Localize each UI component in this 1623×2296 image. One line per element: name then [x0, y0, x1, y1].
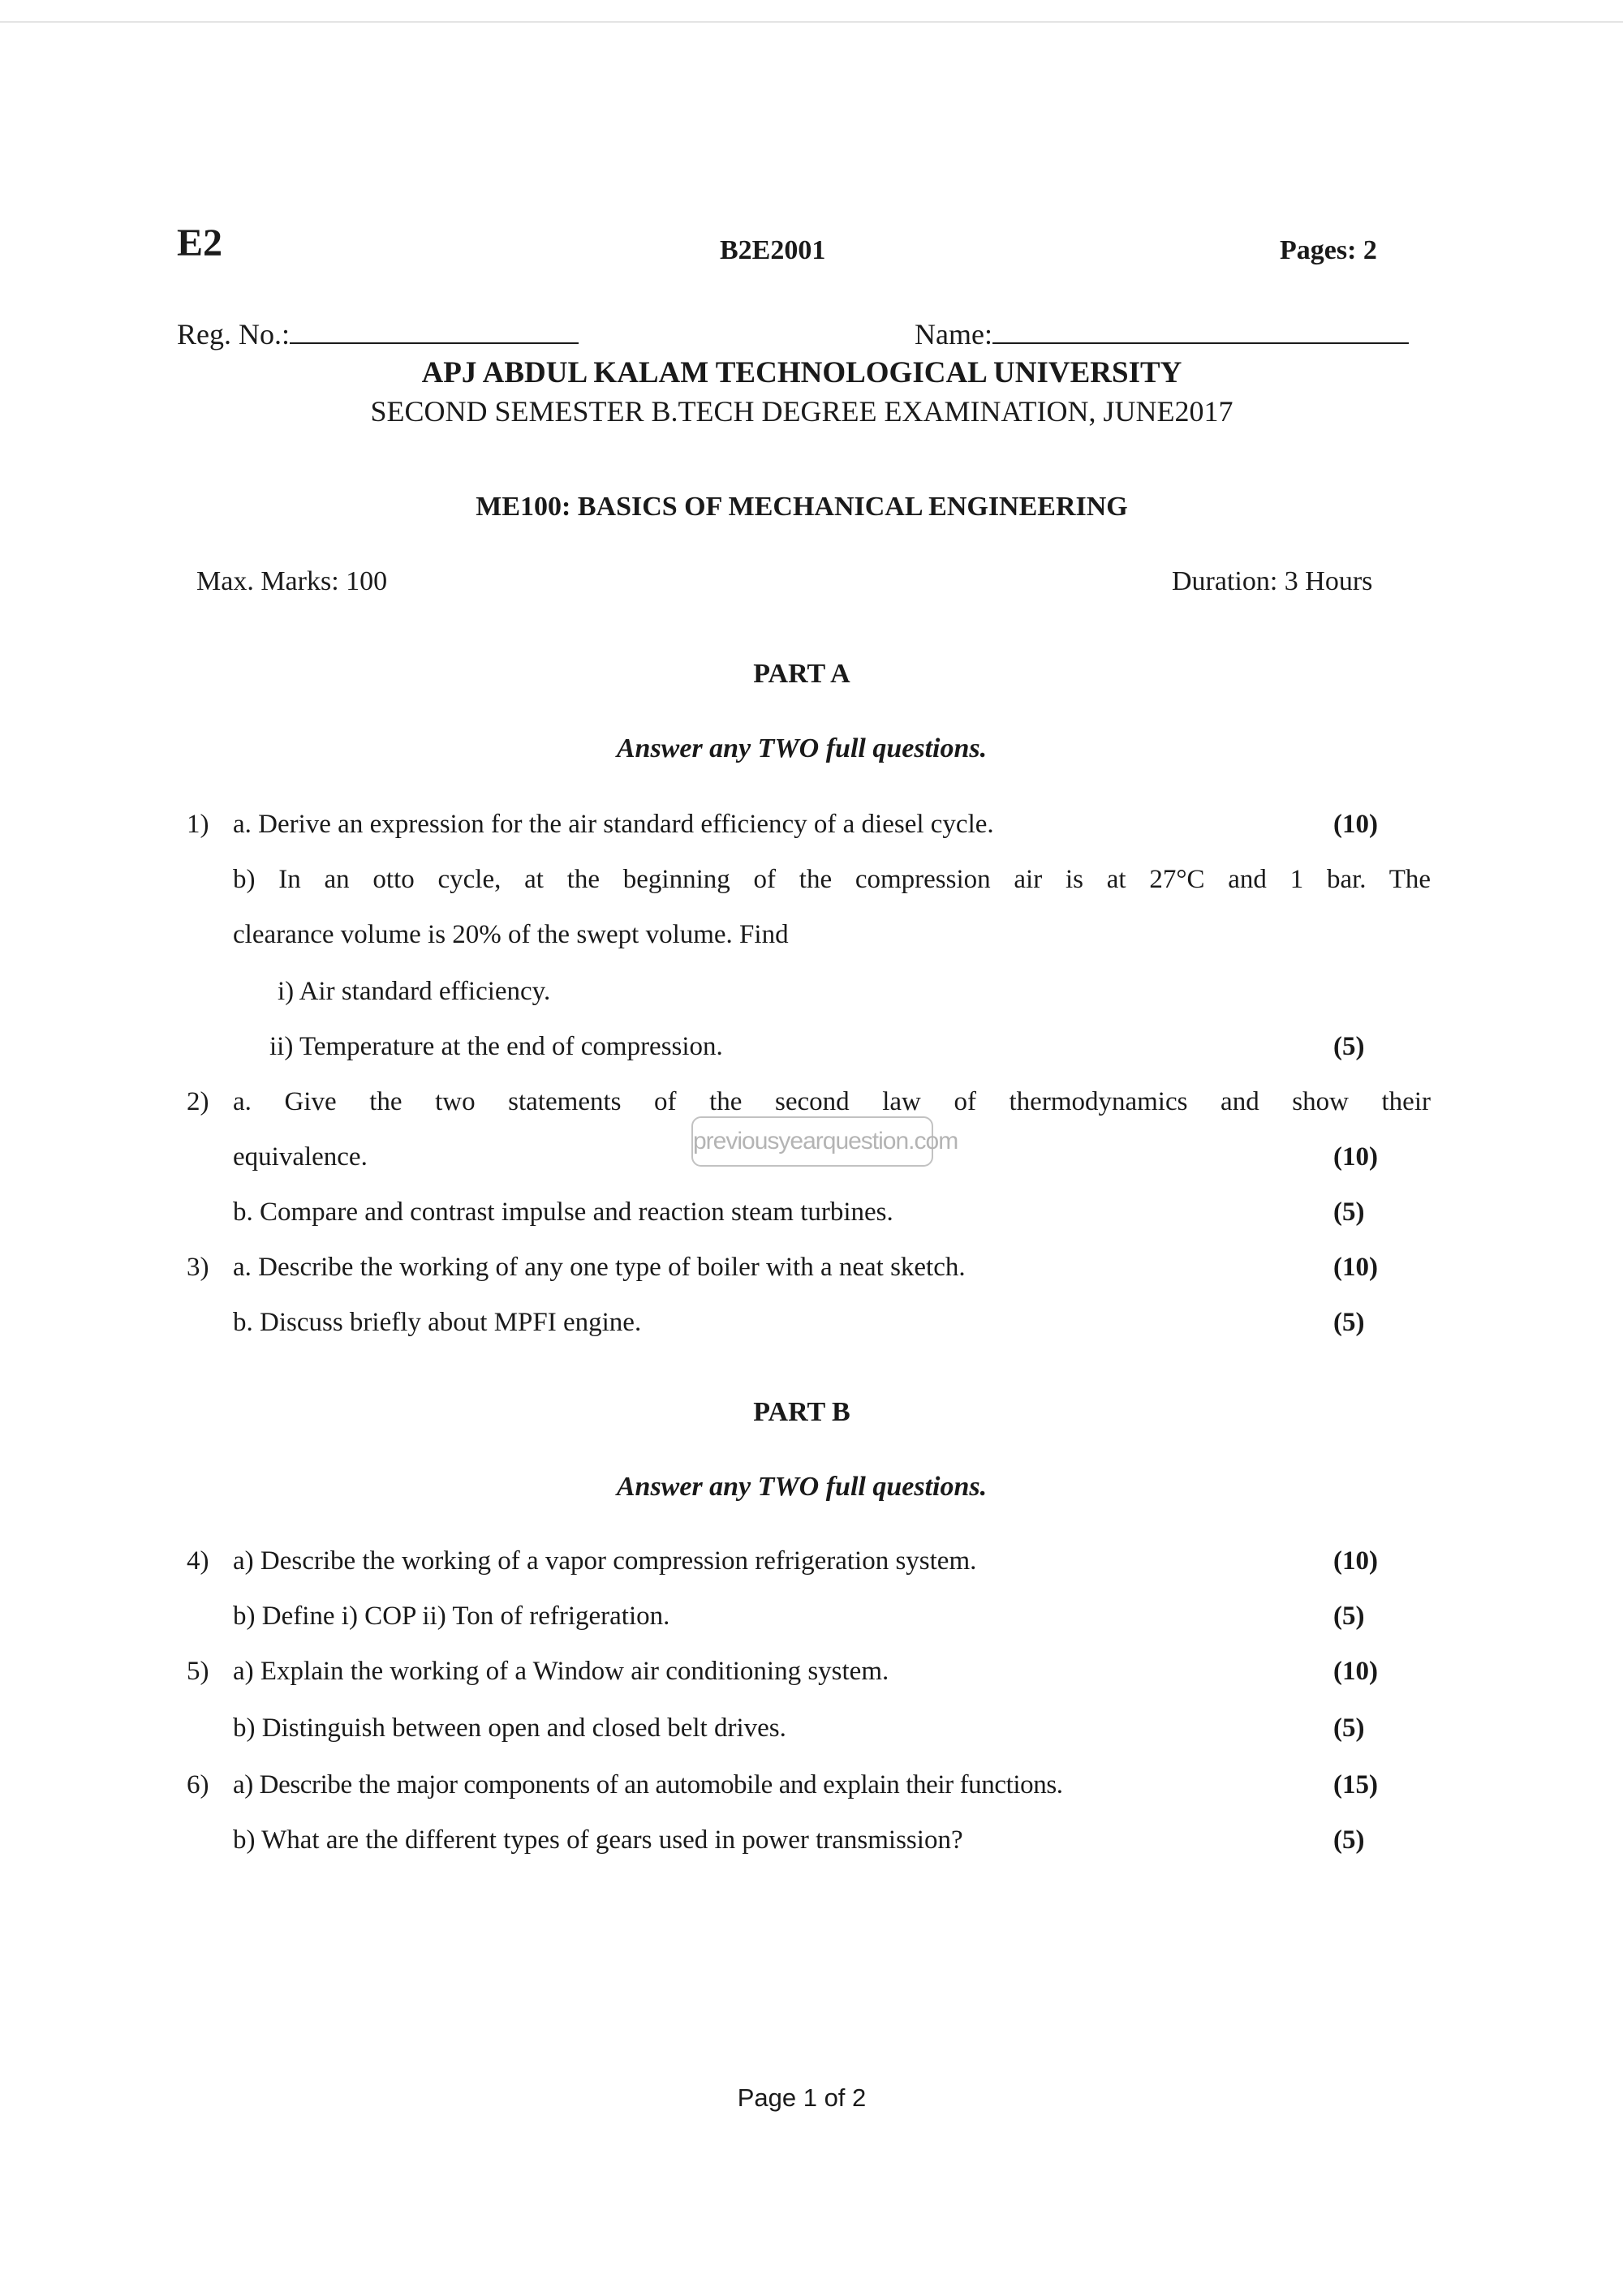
question-1b-cont: clearance volume is 20% of the swept volume. Find	[233, 920, 789, 949]
marks-5a: (10)	[1333, 1657, 1378, 1686]
pages-count: Pages: 2	[1280, 235, 1377, 265]
question-number-5: 5)	[187, 1657, 209, 1686]
question-6b: b) What are the different types of gears used in power transmission?	[233, 1825, 963, 1855]
watermark-badge: previousyearquestion.com	[691, 1116, 933, 1167]
question-2b: b. Compare and contrast impulse and reaction steam turbines.	[233, 1197, 893, 1227]
question-number-3: 3)	[187, 1253, 209, 1282]
marks-3b: (5)	[1333, 1308, 1365, 1337]
question-1a: a. Derive an expression for the air standard efficiency of a diesel cycle.	[233, 810, 994, 839]
question-4a: a) Describe the working of a vapor compression refrigeration system.	[233, 1546, 977, 1576]
question-1b-ii: ii) Temperature at the end of compression.	[269, 1032, 723, 1061]
question-2a: a. Give the two statements of the second law of thermodynamics and show their	[233, 1087, 1431, 1116]
max-marks: Max. Marks: 100	[196, 566, 388, 596]
marks-6a: (15)	[1333, 1770, 1378, 1799]
marks-3a: (10)	[1333, 1253, 1378, 1282]
top-divider	[0, 21, 1623, 23]
question-4b: b) Define i) COP ii) Ton of refrigeration.	[233, 1602, 670, 1631]
part-b-instruction: Answer any TWO full questions.	[616, 1472, 988, 1502]
question-number-4: 4)	[187, 1546, 209, 1576]
question-6a: a) Describe the major components of an automobile and explain their functions.	[233, 1770, 1063, 1799]
paper-set: E2	[177, 221, 223, 264]
question-number-6: 6)	[187, 1770, 209, 1799]
marks-2b: (5)	[1333, 1197, 1365, 1227]
question-5b: b) Distinguish between open and closed belt drives.	[233, 1713, 786, 1743]
question-3b: b. Discuss briefly about MPFI engine.	[233, 1308, 642, 1337]
duration: Duration: 3 Hours	[1172, 566, 1373, 596]
marks-1a: (10)	[1333, 810, 1378, 839]
question-number-1: 1)	[187, 810, 209, 839]
paper-code: B2E2001	[720, 235, 826, 265]
marks-1b: (5)	[1333, 1032, 1365, 1061]
marks-6b: (5)	[1333, 1825, 1365, 1855]
name-field	[915, 315, 1409, 351]
name-label: Name:	[915, 318, 992, 350]
university-title: APJ ABDUL KALAM TECHNOLOGICAL UNIVERSITY	[421, 356, 1182, 389]
part-a-instruction: Answer any TWO full questions.	[616, 733, 988, 763]
page-footer: Page 1 of 2	[737, 2083, 867, 2112]
marks-4b: (5)	[1333, 1602, 1365, 1631]
question-1b: b) In an otto cycle, at the beginning of the compression air is at 27°C and 1 bar. The	[233, 865, 1431, 894]
question-2a-cont: equivalence.	[233, 1142, 368, 1172]
question-3a: a. Describe the working of any one type of boiler with a neat sketch.	[233, 1253, 966, 1282]
marks-5b: (5)	[1333, 1713, 1365, 1743]
exam-title: SECOND SEMESTER B.TECH DEGREE EXAMINATION, JUNE2017	[370, 395, 1233, 428]
part-b-title: PART B	[753, 1397, 850, 1427]
course-title: ME100: BASICS OF MECHANICAL ENGINEERING	[476, 492, 1128, 522]
question-number-2: 2)	[187, 1087, 209, 1116]
reg-no-blank	[290, 315, 579, 344]
name-blank	[992, 315, 1409, 344]
part-a-title: PART A	[753, 659, 850, 689]
marks-4a: (10)	[1333, 1546, 1378, 1576]
question-5a: a) Explain the working of a Window air conditioning system.	[233, 1657, 889, 1686]
reg-no-label: Reg. No.:	[177, 318, 290, 350]
reg-no-field	[177, 315, 579, 351]
marks-2a: (10)	[1333, 1142, 1378, 1172]
question-1b-i: i) Air standard efficiency.	[278, 977, 551, 1006]
